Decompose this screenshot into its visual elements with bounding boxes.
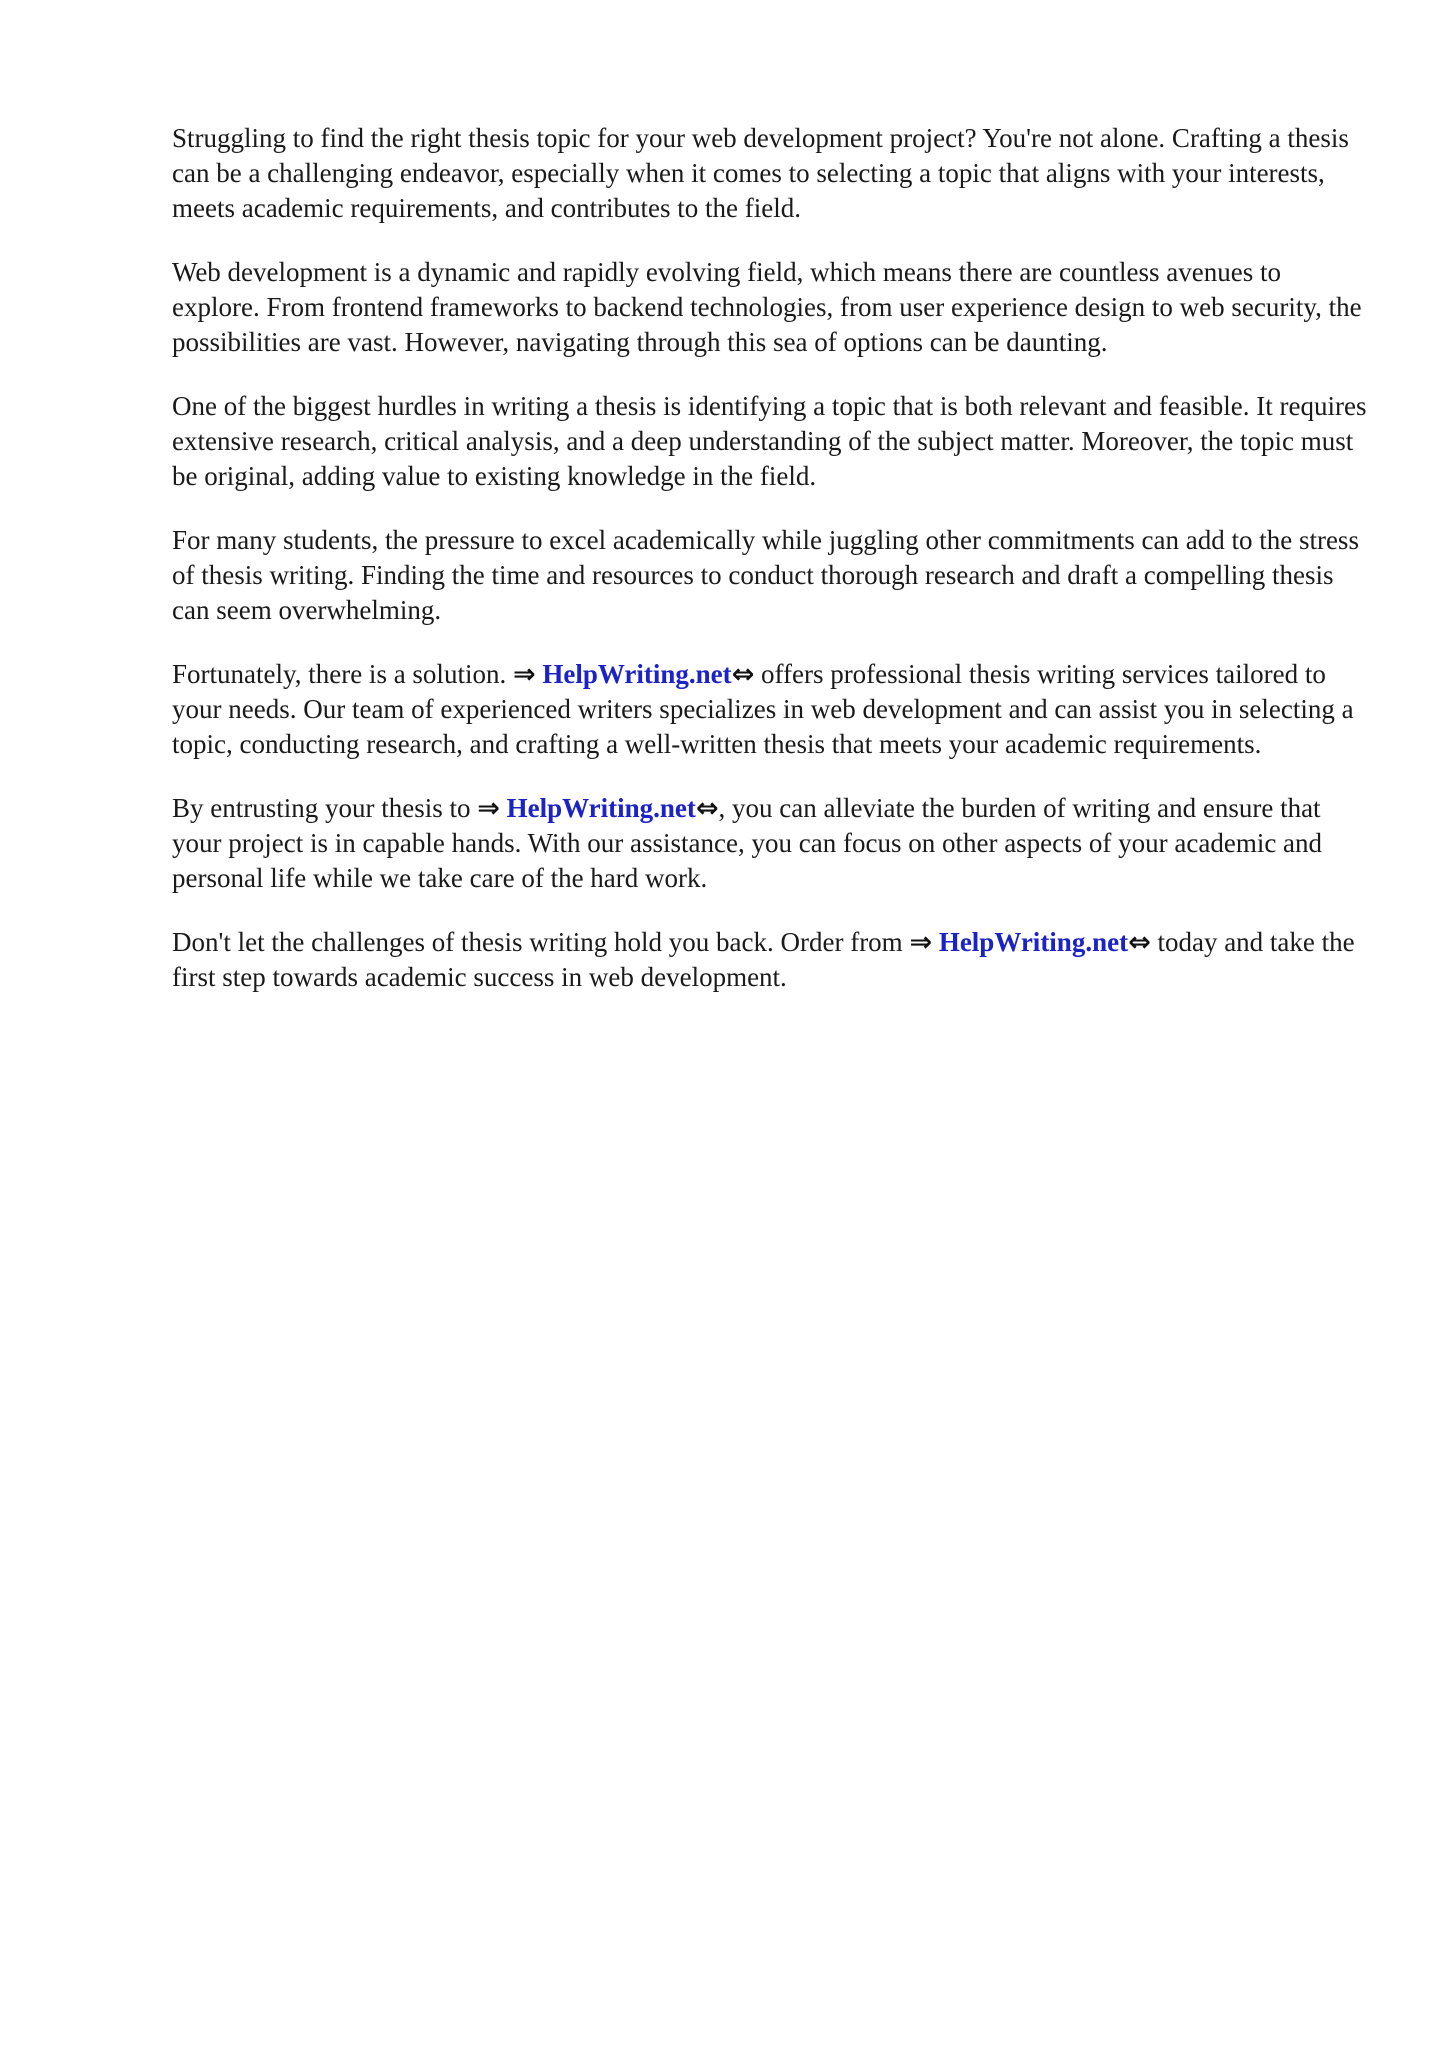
- document-body: [172, 121, 1372, 1024]
- paragraph-solution: [172, 657, 1372, 762]
- right-arrow-icon: ⇒: [909, 927, 933, 958]
- paragraph-call-to-action-tail: today and take the first step towards academic success in web development.: [172, 927, 1355, 992]
- right-arrow-icon: ⇒: [512, 659, 536, 690]
- double-arrow-icon: ⇔: [731, 659, 755, 690]
- helpwriting-link[interactable]: HelpWriting.net: [542, 659, 732, 689]
- double-arrow-icon: ⇔: [695, 793, 719, 824]
- paragraph-hurdles: One of the biggest hurdles in writing a thesis is identifying a topic that is both relevant and feasible. It requires extensive research, critical analysis, and a deep understanding of the subject matter. Moreover, the topic must be original, adding value to existing knowledge in the field.: [172, 391, 1367, 491]
- double-arrow-icon: ⇔: [1128, 927, 1151, 958]
- paragraph-entrusting-lead: By entrusting your thesis to: [172, 793, 478, 823]
- paragraph-web-development: Web development is a dynamic and rapidly evolving field, which means there are countless avenues to explore. From frontend frameworks to backend technologies, from user experience design to web security, the possibilities are vast. However, navigating through this sea of options can be daunting.: [172, 257, 1362, 357]
- paragraph-solution-lead: Fortunately, there is a solution.: [172, 659, 513, 689]
- paragraph-entrusting: [172, 791, 1372, 896]
- paragraph-call-to-action: [172, 925, 1372, 995]
- helpwriting-link[interactable]: HelpWriting.net: [506, 793, 696, 823]
- paragraph-solution-tail: offers professional thesis writing services tailored to your needs. Our team of experienced writers specializes in web development and can assist you in selecting a topic, conducting research, and crafting a well-written thesis that meets your academic requirements.: [172, 659, 1354, 759]
- paragraph-call-to-action-lead: Don't let the challenges of thesis writing hold you back. Order from: [172, 927, 910, 957]
- paragraph-intro: Struggling to find the right thesis topic for your web development project? You're not alone. Crafting a thesis can be a challenging endeavor, especially when it comes to selecting a topic that aligns with your interests, meets academic requirements, and contributes to the field.: [172, 123, 1349, 223]
- paragraph-entrusting-tail: , you can alleviate the burden of writing and ensure that your project is in capable hands. With our assistance, you can focus on other aspects of your academic and personal life while we take care of the hard work.: [172, 793, 1323, 893]
- paragraph-pressure: For many students, the pressure to excel academically while juggling other commitments can add to the stress of thesis writing. Finding the time and resources to conduct thorough research and draft a compelling thesis can seem overwhelming.: [172, 525, 1359, 625]
- helpwriting-link[interactable]: HelpWriting.net: [938, 927, 1129, 957]
- right-arrow-icon: ⇒: [477, 793, 500, 824]
